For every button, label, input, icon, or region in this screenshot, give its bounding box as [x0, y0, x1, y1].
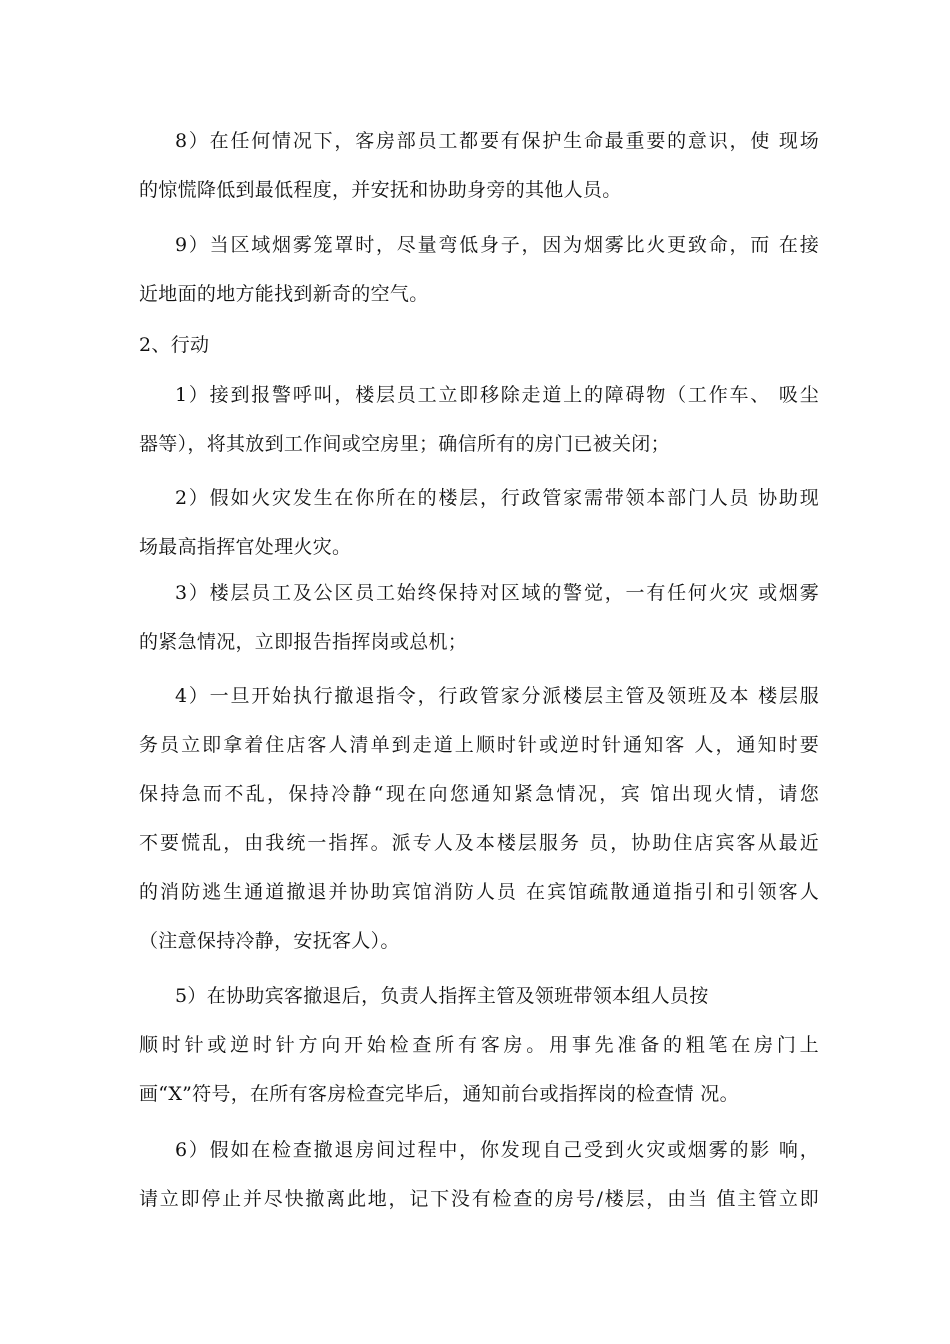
item-4-line-2: 务员立即拿着住店客人清单到走道上顺时针或逆时针通知客 人，通知时要: [139, 734, 819, 756]
item-6-line-2: 请立即停止并尽快撤离此地，记下没有检查的房号/楼层，由当 值主管立即: [139, 1188, 819, 1210]
item-4-line-4: 不要慌乱，由我统一指挥。派专人及本楼层服务 员，协助住店宾客从最近: [139, 832, 819, 854]
item-4-line-6: （注意保持冷静，安抚客人）。: [139, 930, 400, 952]
paragraph-9-line-2: 近地面的地方能找到新奇的空气。: [139, 283, 429, 305]
section-heading-action: 2、行动: [139, 334, 210, 356]
paragraph-9-line-1: 9）当区域烟雾笼罩时，尽量弯低身子，因为烟雾比火更致命，而 在接: [175, 234, 819, 256]
item-4-line-5: 的消防逃生通道撤退并协助宾馆消防人员 在宾馆疏散通道指引和引领客人: [139, 881, 819, 903]
item-3-line-1: 3）楼层员工及公区员工始终保持对区域的警觉，一有任何火灾 或烟雾: [175, 582, 819, 604]
item-5-line-1: 5）在协助宾客撤退后，负责人指挥主管及领班带领本组人员按: [175, 985, 709, 1007]
item-1-line-1: 1）接到报警呼叫，楼层员工立即移除走道上的障碍物（工作车、 吸尘: [175, 384, 819, 406]
item-5-line-2: 顺时针或逆时针方向开始检查所有客房。用事先准备的粗笔在房门上: [139, 1034, 819, 1056]
item-5-line-3: 画“X”符号，在所有客房检查完毕后，通知前台或指挥岗的检查情 况。: [139, 1083, 739, 1105]
paragraph-8-line-1: 8）在任何情况下，客房部员工都要有保护生命最重要的意识，使 现场: [175, 130, 819, 152]
item-6-line-1: 6）假如在检查撤退房间过程中，你发现自己受到火灾或烟雾的影 响，: [175, 1139, 819, 1161]
item-2-line-1: 2）假如火灾发生在你所在的楼层，行政管家需带领本部门人员 协助现: [175, 487, 819, 509]
item-3-line-2: 的紧急情况，立即报告指挥岗或总机；: [139, 631, 468, 653]
paragraph-8-line-2: 的惊慌降低到最低程度，并安抚和协助身旁的其他人员。: [139, 179, 622, 201]
item-4-line-3: 保持急而不乱，保持冷静“现在向您通知紧急情况，宾 馆出现火情，请您: [139, 783, 819, 805]
item-2-line-2: 场最高指挥官处理火灾。: [139, 536, 352, 558]
item-1-line-2: 器等），将其放到工作间或空房里；确信所有的房门已被关闭；: [139, 433, 670, 455]
item-4-line-1: 4）一旦开始执行撤退指令，行政管家分派楼层主管及领班及本 楼层服: [175, 685, 819, 707]
